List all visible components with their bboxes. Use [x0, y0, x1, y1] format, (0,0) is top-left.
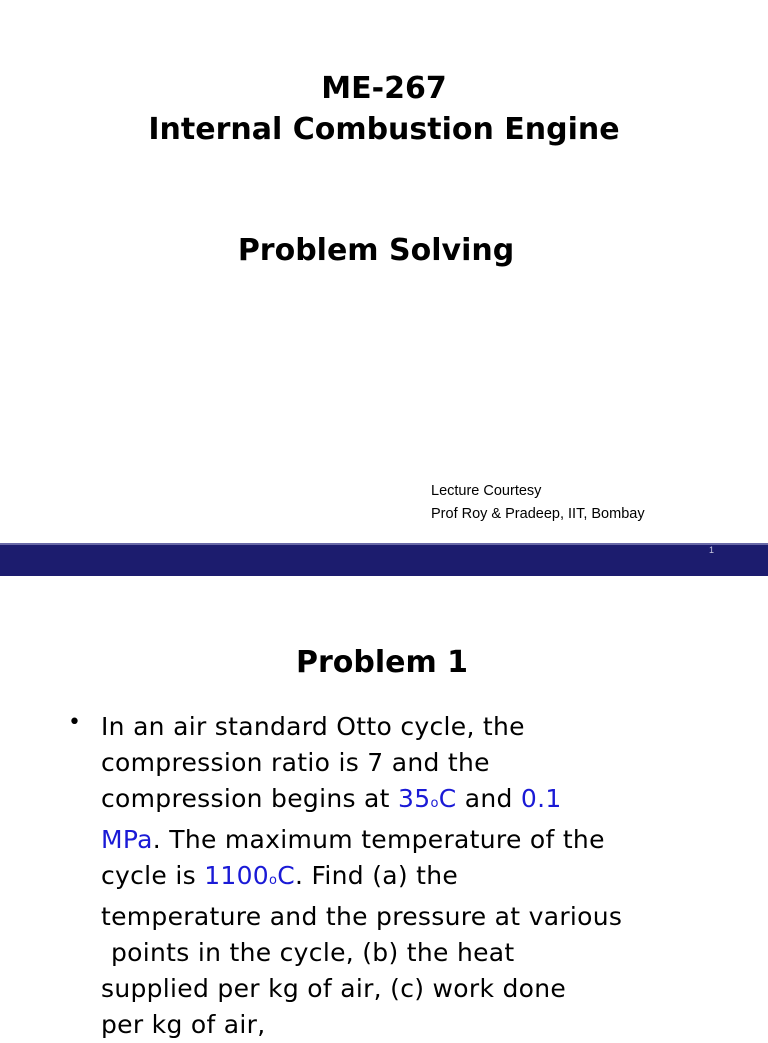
- problem-title: Problem 1: [295, 645, 469, 680]
- problem-line: [101, 781, 741, 822]
- pressure-unit: MPa: [101, 825, 153, 854]
- courtesy-label: Lecture Courtesy: [431, 483, 542, 499]
- degree-symbol: o: [430, 796, 439, 811]
- problem-statement: [101, 709, 741, 1043]
- problem-text-fragment: cycle is: [101, 861, 205, 890]
- problem-line: points in the cycle, (b) the heat: [111, 938, 515, 967]
- problem-line: [101, 858, 741, 899]
- courtesy-note: [431, 480, 645, 526]
- initial-pressure-value: 0.1: [520, 784, 562, 813]
- problem-text-fragment: compression begins at: [101, 784, 399, 813]
- problem-line: In an air standard Otto cycle, the: [101, 712, 525, 741]
- initial-temperature-value: [398, 784, 456, 813]
- problem-line: temperature and the pressure at various: [101, 902, 623, 931]
- problem-line: compression ratio is 7 and the: [101, 748, 490, 777]
- slide-2: [0, 576, 768, 1039]
- temperature-unit: C: [438, 784, 457, 813]
- slide-subtitle: Problem Solving: [237, 233, 515, 268]
- footer-rule: [0, 543, 768, 545]
- problem-line: supplied per kg of air, (c) work done: [101, 974, 567, 1003]
- problem-text-fragment: . Find (a) the: [295, 861, 459, 890]
- temperature-unit: C: [277, 861, 296, 890]
- degree-symbol: o: [269, 873, 278, 888]
- course-code: ME-267: [321, 71, 447, 106]
- slide-footer-bar: [0, 543, 768, 576]
- slide-number: 1: [708, 545, 714, 555]
- course-title: Internal Combustion Engine: [148, 112, 620, 147]
- temperature-number: 35: [398, 784, 431, 813]
- courtesy-authors: Prof Roy & Pradeep, IIT, Bombay: [431, 506, 645, 522]
- problem-line: per kg of air,: [101, 1010, 266, 1039]
- bullet-icon: •: [68, 710, 81, 735]
- problem-text-fragment: and: [456, 784, 521, 813]
- slide-title: [0, 68, 768, 150]
- max-temperature-value: [204, 861, 295, 890]
- problem-line: [101, 822, 741, 858]
- temperature-number: 1100: [204, 861, 270, 890]
- problem-text-fragment: . The maximum temperature of the: [152, 825, 605, 854]
